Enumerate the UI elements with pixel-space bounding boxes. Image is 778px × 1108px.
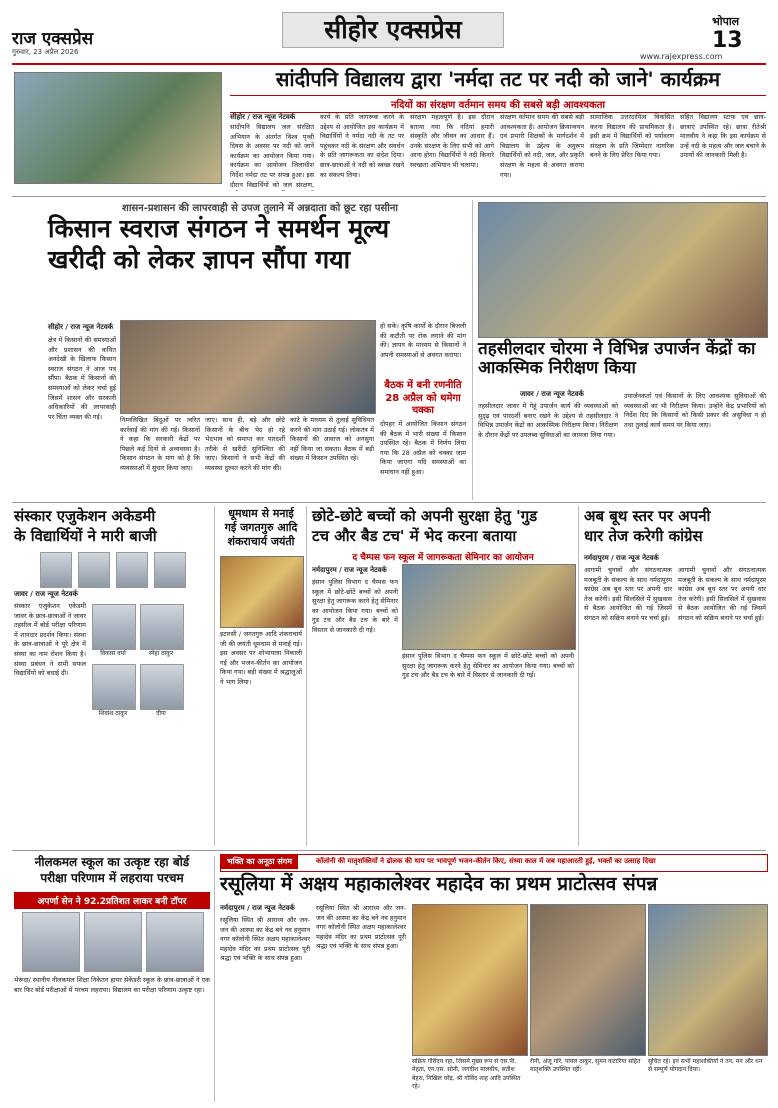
- student-photo: [154, 552, 186, 588]
- story4-headline-line2: के विद्यार्थियों ने मारी बाजी: [14, 527, 157, 545]
- story6-subhead: द चैम्पस फन स्कूल में जागरूकता सेमिनार का आयोजन: [352, 553, 534, 563]
- story5-headline-line1: धूमधाम से मनाई: [228, 507, 294, 520]
- story3-headline: तहसीलदार चोरमा ने विभिन्न उपार्जन केंद्रों का आकस्मिक निरीक्षण किया: [478, 339, 756, 378]
- story7-body-cont: आगामी चुनावों और संगठनात्मक मजबूती के संकल्प के साथ नर्मदापुरम कांग्रेस अब बूथ स्तर पर अपनी धार तेज करेगी। इसी सिलसिले में सुखवास से बैठक आयोजित की गई जिसमें संगठन को सक्रिय बनाने पर चर्चा हुई।: [678, 566, 766, 623]
- story5-headline-line2: गई जगतगुरु आदि: [224, 521, 298, 534]
- student-photo: [92, 664, 136, 710]
- story1-photo: [14, 72, 222, 184]
- page-number: 13: [712, 28, 743, 53]
- story9-caption2: रीनी, अंजू गोरे, पायल ठाकुर, सुमन कटारिया सहित मातृशक्ति उपस्थित रहीं।: [530, 1058, 641, 1074]
- story6-headline-line2: टच और बैड टच' में भेद करना बताया: [312, 527, 517, 545]
- student-name: दीपा: [156, 710, 166, 717]
- story1-byline: सीहोर / राज न्यूज नेटवर्क: [230, 113, 296, 121]
- story9-headline: रसूलिया में अक्षय महाकालेश्वर महादेव का प्रथम प्राटोत्सव संपन्न: [220, 873, 658, 895]
- website-link[interactable]: www.rajexpress.com: [640, 52, 723, 61]
- edition-title: सीहोर एक्सप्रेस: [282, 12, 504, 48]
- story3-col1: तहसीलदार जावर में गेहूं उपार्जन कार्य की व्यवस्थाओं को सुदृढ़ एवं पारदर्शी बनाए रखने के उद्देश्य से तहसीलदार ने विभिन्न उपार्जन केंद्रों का आकस्मिक निरीक्षण किया। निरीक्षण के दौरान केंद्रों पर उपलब्ध सुविधाओं का जायजा लिया गया।: [478, 402, 618, 439]
- story1-col3: संरक्षण महत्वपूर्ण है। इस दौरान बताया गया कि नदियां हमारी संस्कृति और जीवन का आधार हैं। उनके संरक्षण के लिए सभी को आगे आना होगा। विद्यार्थियों ने नदी किनारे स्वच्छता अभियान भी चलाया।: [410, 113, 494, 170]
- story8-body: भेरूंदा/ स्थानीय नीलकमल शिक्षा निकेतन हायर सेकेंडरी स्कूल के छात्र-छात्राओं ने एक बार फिर बोर्ड परीक्षाओं में परचम लहराया। विद्यालय का परीक्षा परिणाम उत्कृष्ट रहा।: [14, 976, 210, 994]
- story9-body: रसूलिया स्थित श्री आराध्य और जन-जन की आस्था का केंद्र बने नव हनुमान नगर कॉलोनी स्थित अक्षय महाकालेश्वर महादेव मंदिर का प्रथम प्राटोत्सव पूरी श्रद्धा एवं भक्ति के साथ संपन्न हुआ।: [220, 916, 310, 963]
- story6-body: इंसान पुलिस विभाग द चैम्पस फन स्कूल में छोटे-छोटे बच्चों को अपनी सुरक्षा हेतु जागरूक करने हेतु सेमिनार का आयोजन किया गया। बच्चों को गुड टच और बैड टच के बारे में विस्तार से जानकारी दी गई।: [312, 578, 398, 635]
- masthead-rule: [12, 63, 766, 65]
- story1-col2: कार्य के प्रति जागरूक करने के उद्देश्य से आयोजित इस कार्यक्रम में विद्यार्थियों ने नर्मदा नदी के तट पर पहुंचकर नदी के संरक्षण और संवर्धन के प्रति जागरूकता का संदेश दिया। छात्र-छात्राओं ने नदी को स्वच्छ रखने का संकल्प लिया।: [320, 113, 404, 179]
- story9-caption1: सक्रिय गौरीदय रहा, जिसमें मुख्य रूप से एस.पी. मेहता, एन.एस. सोनी, जगदीश मालवीय, सतीश बेहरा, निखिल वरेंद्र, श्री गोविंद शाह आदि उपस्थित रहे।: [412, 1058, 521, 1091]
- story9-byline: नर्मदापुरम / राज न्यूज नेटवर्क: [220, 904, 295, 912]
- story1-col1: सांदीपनि विद्यालय जल संरक्षित अभियान के अंतर्गत विश्व पृथ्वी दिवस के अवसर पर नदी को जानें कार्यक्रम का आयोजन किया गया। कार्यक्रम का आयोजन जिलाधीश निर्देश नर्मदा तट पर संपन्न हुआ। इस दौरान विद्यार्थियों को जल संरक्षण,: [230, 123, 314, 189]
- divider: [472, 200, 473, 500]
- story6-body-cont: इंसान पुलिस विभाग द चैम्पस फन स्कूल में छोटे-छोटे बच्चों को अपनी सुरक्षा हेतु जागरूक करने हेतु सेमिनार का आयोजन किया गया। बच्चों को गुड टच और बैड टच के बारे में विस्तार से जानकारी दी गई।: [402, 652, 574, 680]
- story9-photo-women: [648, 904, 768, 1056]
- story6-byline: नर्मदापुरम / राज न्यूज नेटवर्क: [312, 566, 387, 574]
- story2-byline: सीहोर / राज न्यूज नेटवर्क: [48, 323, 114, 331]
- story5-body: इटारसी / जगतगुरु आदि शंकराचार्य जी की जयंती धूमधाम से मनाई गई। इस अवसर पर शोभायात्रा निकाली गई और भजन-कीर्तन का आयोजन किया गया। बड़ी संख्या में श्रद्धालुओं ने भाग लिया।: [220, 630, 302, 687]
- student-photo: [78, 552, 110, 588]
- story2-col6: दोपहर में आयोजित किसान संगठन की बैठक में भारी संख्या में किसान उपस्थित रहे। बैठक में निर्णय लिया गया कि 28 अप्रैल को चक्का जाम किया जाएगा यदि समस्याओं का समाधान नहीं हुआ।: [380, 420, 466, 477]
- story7-headline-line2: धार तेज करेगी कांग्रेस: [584, 527, 703, 545]
- story5-headline-line3: शंकराचार्य जयंती: [227, 535, 295, 548]
- story1-headline: सांदीपनि विद्यालय द्वारा 'नर्मदा तट पर नदी को जाने' कार्यक्रम: [275, 67, 721, 91]
- divider: [214, 506, 215, 846]
- story3-byline: जावर / राज न्यूज नेटवर्क: [520, 390, 584, 398]
- story5-photo: [220, 556, 304, 628]
- student-photo: [40, 552, 72, 588]
- story2-col3: जाए। साथ ही, बड़े और छोटे किसानों के बीच भेद हो रहे भेदभाव को समाप्त कर पारदर्शी तरीके से खरीदी सुनिश्चित की जाए। किसानों ने सभी केंद्रों की व्यवस्था दुरुस्त करने की मांग की।: [205, 416, 285, 473]
- story8-headline-line2: परीक्षा परिणाम में लहराया परचम: [40, 871, 184, 885]
- student-photo: [140, 604, 184, 650]
- story9-photo-devotees: [530, 904, 646, 1056]
- story4-body: संस्कार एजुकेशन एकेडमी जावर के छात्र-छात्राओं ने जावर तहसील में बोर्ड परीक्षा परिणाम में शानदार प्रदर्शन किया। संस्था के छात्र-छात्राओं ने पूरे क्षेत्र में संस्था का नाम रोशन किया है। संस्था प्रबंधन ने सभी सफल विद्यार्थियों को बधाई दी।: [14, 602, 86, 678]
- story6-photo: [402, 564, 576, 650]
- story9-ribbon: भक्ति का अनूठा संगम: [221, 855, 298, 869]
- divider: [12, 502, 766, 503]
- story9-body-cont: रसूलिया स्थित श्री आराध्य और जन-जन की आस्था का केंद्र बने नव हनुमान नगर कॉलोनी स्थित अक्षय महाकालेश्वर महादेव मंदिर का प्रथम प्राटोत्सव पूरी श्रद्धा एवं भक्ति के साथ संपन्न हुआ।: [316, 904, 406, 951]
- story8-headline-line1: नीलकमल स्कूल का उत्कृष्ट रहा बोर्ड: [34, 855, 190, 869]
- student-name: शिवांश ठाकुर: [98, 710, 128, 717]
- story1-col4: संरक्षण वर्तमान समय की सबसे बड़ी आवश्यकता है। आयोजन क्रियान्वयन एवं प्रभारी शिक्षकों के मार्गदर्शन में विद्यालय के उद्देश्य के अनुरूप विद्यार्थियों को नदी, जल, और प्रकृति संरक्षण के महत्व से अवगत कराया गया।: [500, 113, 584, 179]
- city-label: भोपाल: [712, 15, 740, 28]
- story2-col1: क्षेत्र में किसानों की समस्याओं और प्रशासन की कथित अनदेखी के खिलाफ किसान स्वराज संगठन ने आज पत्र सौंपा। बैठक में किसानों की समस्याओं को लेकर चर्चा हुई जिसमें शासन और सरकारी अधिकारियों की लापरवाही पर चिंता व्यक्त की गई।: [48, 336, 116, 421]
- story3-photo: [478, 202, 768, 338]
- student-name: स्नेहा ठाकुर: [148, 650, 174, 657]
- story1-subhead: नदियों का संरक्षण वर्तमान समय की सबसे बड़ी आवश्यकता: [230, 95, 766, 113]
- student-photo: [92, 604, 136, 650]
- student-photo: [116, 552, 148, 588]
- divider: [214, 856, 215, 1102]
- story9-caption3: सुचित रहे। इन सभी महाशक्तियों ने तन, मन और धन से सम्पूर्ण योगदान दिया।: [648, 1058, 763, 1074]
- divider: [12, 196, 766, 197]
- story2-headline-line1: किसान स्वराज संगठन ने समर्थन मूल्य: [48, 214, 390, 243]
- topper-banner: अपर्णा सेन ने 92.2प्रतिशत लाकर बनी टॉपर: [14, 892, 210, 909]
- student-name: विकास वर्मा: [100, 650, 126, 657]
- divider: [306, 506, 307, 846]
- story2-headline-line2: खरीदी को लेकर ज्ञापन सौंपा गया: [48, 245, 351, 274]
- story4-headline-line1: संस्कार एजुकेशन अकेडमी: [14, 507, 156, 525]
- paper-name: राज एक्सप्रेस: [12, 29, 94, 49]
- story2-col4: कांटे के माध्यम से तुलाई सुविधियत करने की मांग उठाई गई। लोकतंत्र में किसानों की आवाज को अनसुना नहीं किया जा सकता। बैठक में बड़ी संख्या में किसान उपस्थित रहे।: [290, 416, 374, 463]
- story9-photo-idol: [412, 904, 528, 1056]
- story2-col5: हो सकें। कृषि कार्यों के दौरान बिजली की कटौती पर रोक लगाने की मांग की। ज्ञापन के माध्यम से किसानों ने अपनी समस्याओं से अवगत कराया।: [380, 322, 466, 359]
- divider: [578, 506, 579, 846]
- topper-photo: [84, 912, 142, 972]
- edition-date: गुरुवार, 23 अप्रैल 2026: [12, 48, 79, 56]
- story9-ribbon-text: कॉलोनी की मातृशक्तियों ने ढोलक की थाप पर भावपूर्ण भजन-कीर्तन किए, संध्या काल में जब महाआरती हुई, भक्तों का उत्साह दिखा: [316, 857, 656, 865]
- story2-photo: [120, 320, 376, 414]
- story4-byline: जावर / राज न्यूज नेटवर्क: [14, 590, 78, 598]
- topper-photo: [146, 912, 204, 972]
- student-photo: [140, 664, 184, 710]
- story7-headline-line1: अब बूथ स्तर पर अपनी: [584, 507, 711, 525]
- divider: [12, 850, 766, 851]
- story7-body: आगामी चुनावों और संगठनात्मक मजबूती के संकल्प के साथ नर्मदापुरम कांग्रेस अब बूथ स्तर पर अपनी धार तेज करेगी। इसी सिलसिले में सुखवास से बैठक आयोजित की गई जिसमें संगठन को सक्रिय बनाने पर चर्चा हुई।: [584, 566, 672, 623]
- story2-kicker: शासन-प्रशासन की लापरवाही से उपज तुलाने में अन्नदाता को छूट रहा पसीना: [122, 203, 398, 214]
- story2-box: बैठक में बनी रणनीति 28 अप्रैल को थमेगा चक्का: [384, 380, 462, 416]
- story2-col2: निम्नलिखित बिंदुओं पर त्वरित कार्रवाई की मांग की गई। किसानों ने कहा कि सरकारी केंद्रों पर पिछले कई दिनों से अव्यवस्था है। किसान संगठन के मांग को है कि व्यवस्थाओं में सुधार किया जाए।: [120, 416, 200, 473]
- topper-photo: [22, 912, 80, 972]
- story1-col6: सहित विद्यालय स्टाफ एवं छात्र-छात्राएं उपस्थित रहे। छात्रा रीतेश्री मालवीय ने कहा कि इस कार्यक्रम से उन्हें नदी के महत्व और जल बचाने के उपायों की जानकारी मिली है।: [680, 113, 766, 160]
- story3-col2: उपार्जनकर्ता एवं किसानों के लिए आवश्यक सुविधाओं की व्यवस्थाओं का भी निरीक्षण किया। उन्होंने केंद्र प्रभारियों को निर्देश दिए कि किसानों को किसी प्रकार की असुविधा न हो तथा तुलाई कार्य समय पर किया जाए।: [624, 392, 766, 429]
- story6-headline-line1: छोटे-छोटे बच्चों को अपनी सुरक्षा हेतु 'गुड: [312, 507, 538, 525]
- story7-byline: नर्मदापुरम / राज न्यूज नेटवर्क: [584, 554, 659, 562]
- masthead: [0, 0, 778, 64]
- story1-col5: सामाजिक उत्तरदायित्व विकसित करना विद्यालय की प्राथमिकता है। इसी क्रम में विद्यार्थियों को पर्यावरण संरक्षण के प्रति जिम्मेदार नागरिक बनने के लिए प्रेरित किया गया।: [590, 113, 674, 160]
